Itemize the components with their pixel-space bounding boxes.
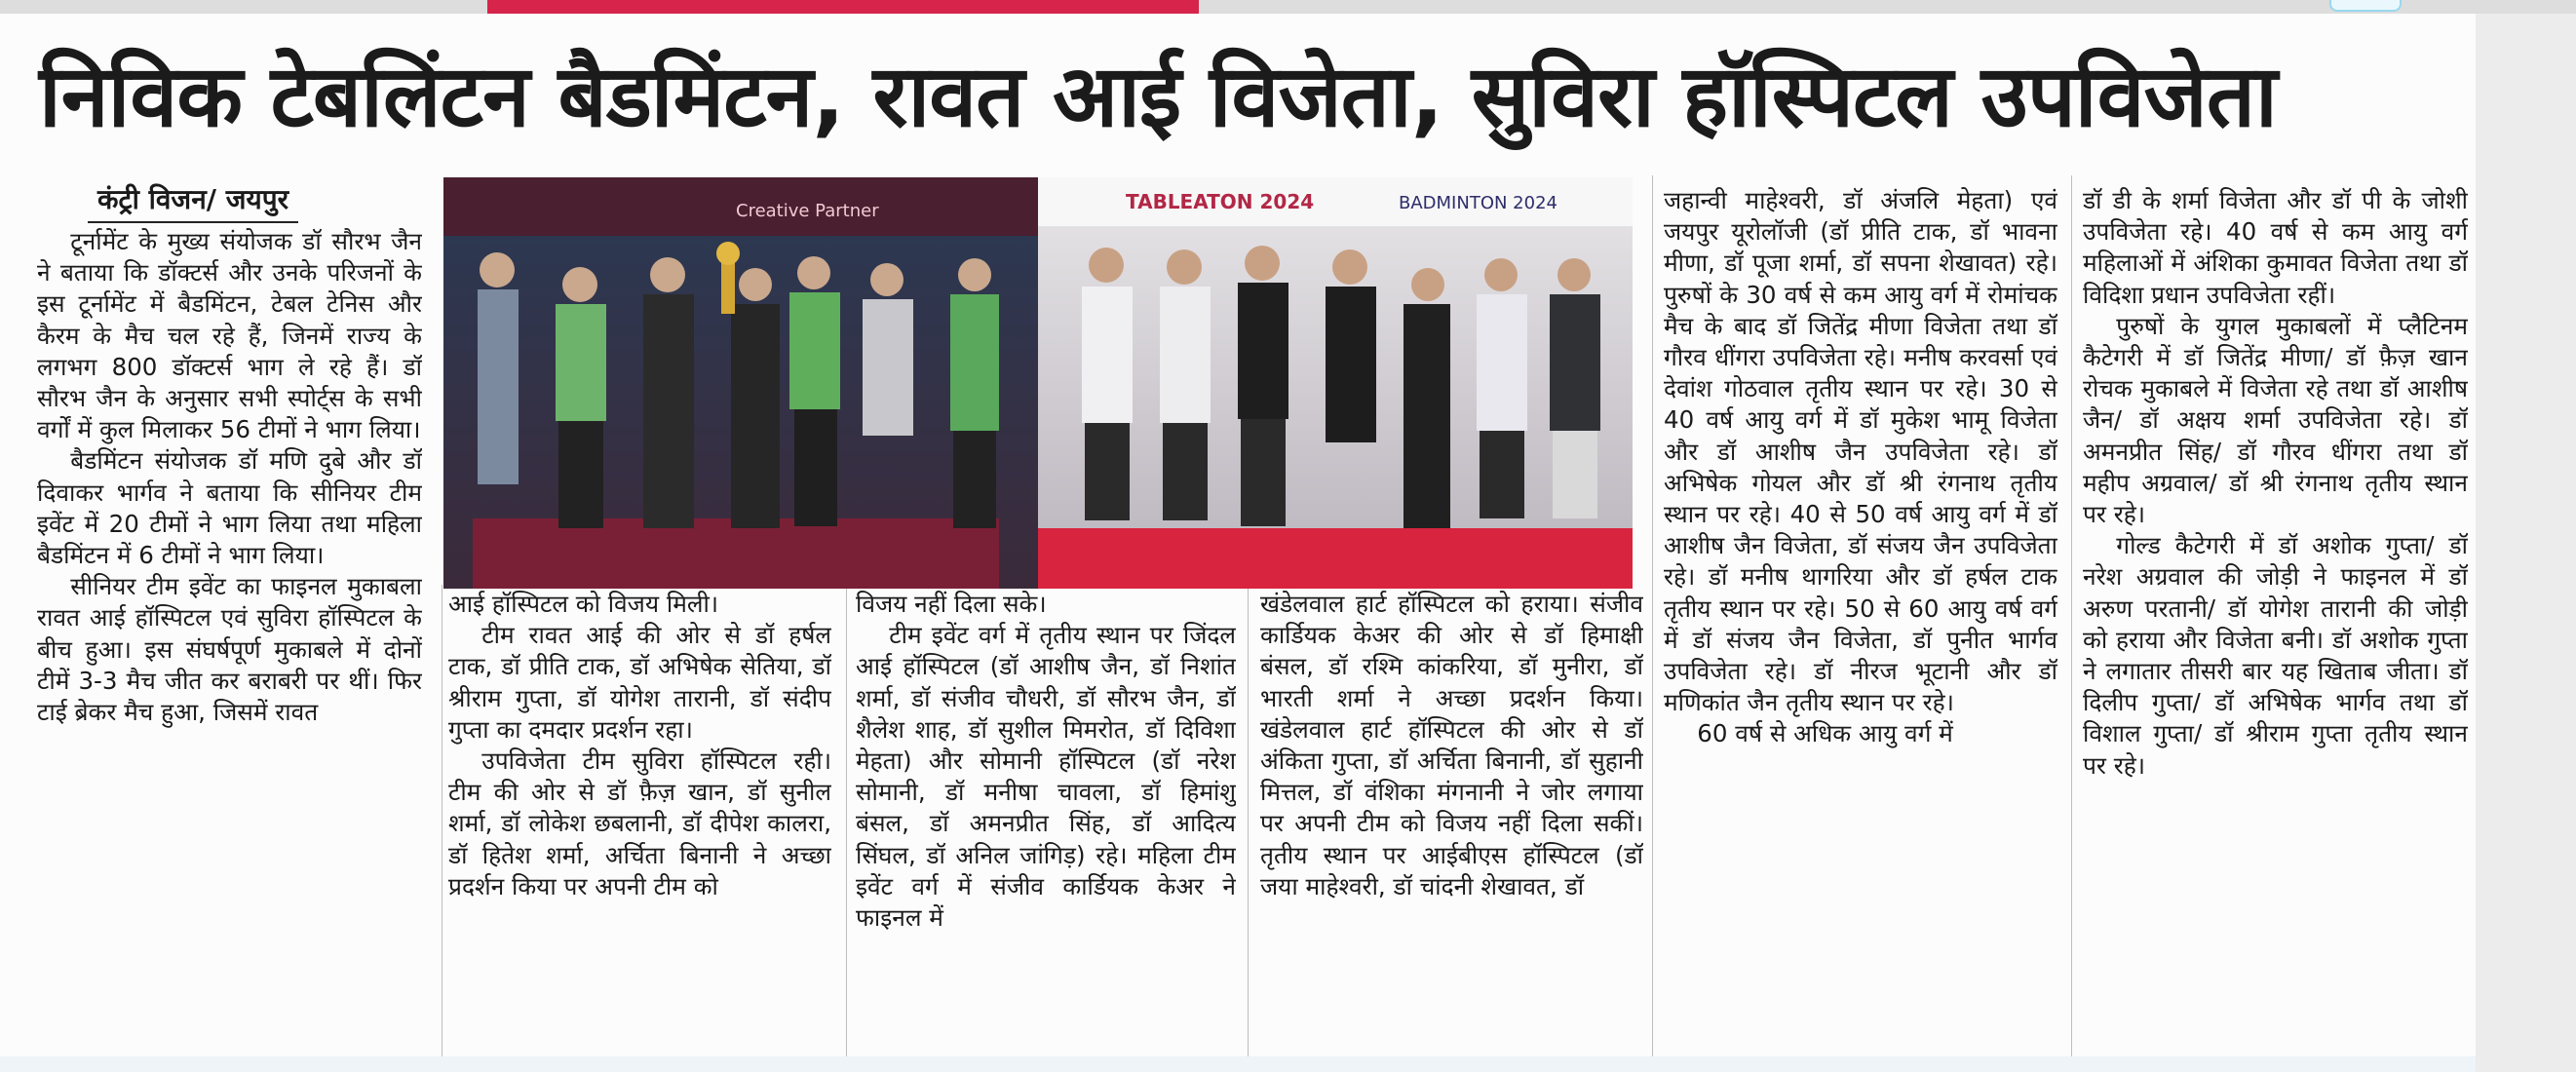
article-column-1 (37, 226, 422, 1054)
column-rule (1248, 589, 1249, 1057)
corner-badge (2329, 0, 2402, 12)
article-column-5 (1664, 185, 2057, 1053)
section-color-bar (487, 0, 1199, 14)
paragraph: उपविजेता टीम सुविरा हॉस्पिटल रही। टीम की ओर से डॉ फ़ैज़ खान, डॉ सुनील शर्मा, डॉ लोकेश छबलानी, डॉ दीपेश कालरा, डॉ हितेश शर्मा, अर्चिता बिनानी ने अच्छा प्रदर्शन किया पर अपनी टीम को (448, 747, 831, 900)
article-column-6 (2083, 185, 2468, 1053)
paragraph: 60 वर्ष से अधिक आयु वर्ग में (1697, 719, 1953, 748)
paragraph: टीम रावत आई की ओर से डॉ हर्षल टाक, डॉ प्रीति टाक, डॉ अभिषेक सेतिया, डॉ श्रीराम गुप्ता, डॉ योगेश तारानी, डॉ संदीप गुप्ता का दमदार प्रदर्शन रहा। (448, 621, 831, 744)
banner-text: BADMINTON 2024 (1399, 193, 1557, 213)
paragraph: सीनियर टीम इवेंट का फाइनल मुकाबला रावत आई हॉस्पिटल एवं सुविरा हॉस्पिटल के बीच हुआ। इस संघर्षपूर्ण मुकाबले में दोनों टीमें 3-3 मैच जीत कर बराबरी पर थीं। फिर टाई ब्रेकर मैच हुआ, जिसमें रावत (37, 572, 422, 727)
team-photo (443, 177, 1633, 589)
paragraph: टीम इवेंट वर्ग में तृतीय स्थान पर जिंदल आई हॉस्पिटल (डॉ आशीष जैन, डॉ निशांत शर्मा, डॉ संजीव चौधरी, डॉ सौरभ जैन, डॉ शैलेश शाह, डॉ सुशील मिमरोत, डॉ दिविशा मेहता) और सोमानी हॉस्पिटल (डॉ नरेश सोमानी, डॉ मनीषा चावला, डॉ हिमांशु बंसल, डॉ अमनप्रीत सिंह, डॉ आदित्य सिंघल, डॉ अनिल जांगिड़) रहे। महिला टीम इवेंट वर्ग में संजीव कार्डियक केअर ने फाइनल में (856, 621, 1236, 933)
byline: कंट्री विजन/ जयपुर (88, 180, 298, 223)
page-margin (2476, 14, 2576, 1072)
page-bottom-edge (0, 1056, 2476, 1072)
article-column-3 (856, 589, 1236, 1056)
column-rule (1652, 175, 1653, 1057)
paragraph: बैडमिंटन संयोजक डॉ मणि दुबे और डॉ दिवाकर भार्गव ने बताया कि सीनियर टीम इवेंट में 20 टीमों ने भाग लिया तथा महिला बैडमिंटन में 6 टीमों ने भाग लिया। (37, 446, 422, 570)
banner-text: Creative Partner (736, 201, 879, 221)
paragraph: पुरुषों के युगल मुकाबलों में प्लैटिनम कैटेगरी में डॉ जितेंद्र मीणा/ डॉ फ़ैज़ खान रोचक मुकाबले में विजेता रहे तथा डॉ आशीष जैन/ डॉ अक्षय शर्मा उपविजेता रहे। डॉ अमनप्रीत सिंह/ डॉ गौरव धींगरा तथा डॉ महीप अग्रवाल/ डॉ श्री रंगनाथ तृतीय स्थान पर रहे। (2083, 311, 2468, 529)
paragraph: जहान्वी माहेश्वरी, डॉ अंजलि मेहता) एवं जयपुर यूरोलॉजी (डॉ प्रीति टाक, डॉ भावना मीणा, डॉ पूजा शर्मा, डॉ सपना शेखावत) रहे। पुरुषों के 30 वर्ष से कम आयु वर्ग में रोमांचक मैच के बाद डॉ जितेंद्र मीणा विजेता तथा डॉ गौरव धींगरा उपविजेता रहे। मनीष करवर्सा एवं देवांश गोठवाल तृतीय स्थान पर रहे। 30 से 40 वर्ष आयु वर्ग में डॉ मुकेश भामू विजेता और डॉ आशीष जैन उपविजेता रहे। डॉ अभिषेक गोयल और डॉ श्री रंगनाथ तृतीय स्थान पर रहे। 40 से 50 वर्ष आयु वर्ग में डॉ आशीष जैन विजेता, डॉ संजय जैन उपविजेता रहे। डॉ मनीष थागरिया और डॉ हर्षल टाक तृतीय स्थान पर रहे। 50 से 60 आयु वर्ष वर्ग में डॉ संजय जैन विजेता, डॉ पुनीत भार्गव उपविजेता रहे। डॉ नीरज भूटानी और डॉ मणिकांत जैन तृतीय स्थान पर रहे। (1664, 186, 2057, 717)
paragraph: टूर्नामेंट के मुख्य संयोजक डॉ सौरभ जैन ने बताया कि डॉक्टर्स और उनके परिजनों के इस टूर्नामेंट में बैडमिंटन, टेबल टेनिस और कैरम के मैच चल रहे हैं, जिनमें राज्य के लगभग 800 डॉक्टर्स भाग ले रहे हैं। डॉ सौरभ जैन के अनुसार सभी स्पोर्ट्स के सभी वर्गों में कुल मिलाकर 56 टीमों ने भाग लिया। (37, 227, 422, 444)
banner-text: TABLEATON 2024 (1126, 190, 1315, 213)
paragraph: विजय नहीं दिला सके। (856, 590, 1047, 618)
paragraph: डॉ डी के शर्मा विजेता और डॉ पी के जोशी उपविजेता रहे। 40 वर्ष से कम आयु वर्ग महिलाओं में अंशिका कुमावत विजेता तथा डॉ विदिशा प्रधान उपविजेता रहीं। (2083, 186, 2468, 309)
headline: निविक टेबलिंटन बैडमिंटन, रावत आई विजेता, सुविरा हॉस्पिटल उपविजेता (39, 46, 2277, 146)
paragraph: खंडेलवाल हार्ट हॉस्पिटल को हराया। संजीव कार्डियक केअर की ओर से डॉ हिमाक्षी बंसल, डॉ रश्मि कांकरिया, डॉ मुनीरा, डॉ भारती शर्मा ने अच्छा प्रदर्शन किया। खंडेलवाल हार्ट हॉस्पिटल की ओर से डॉ अंकिता गुप्ता, डॉ अर्चिता बिनानी, डॉ सुहानी मित्तल, डॉ वंशिका मंगनानी ने जोर लगाया पर अपनी टीम को विजय नहीं दिला सकीं। तृतीय स्थान पर आईबीएस हॉस्पिटल (डॉ जया माहेश्वरी, डॉ चांदनी शेखावत, डॉ (1260, 590, 1643, 900)
paragraph: गोल्ड कैटेगरी में डॉ अशोक गुप्ता/ डॉ नरेश अग्रवाल की जोड़ी ने फाइनल में डॉ अरुण परतानी/ डॉ योगेश तारानी की जोड़ी को हराया और विजेता बनी। डॉ अशोक गुप्ता ने लगातार तीसरी बार यह खिताब जीता। डॉ दिलीप गुप्ता/ डॉ अभिषेक भार्गव तथा डॉ विशाल गुप्ता/ डॉ श्रीराम गुप्ता तृतीय स्थान पर रहे। (2083, 531, 2468, 780)
article-column-2 (448, 589, 831, 1056)
paragraph: आई हॉस्पिटल को विजय मिली। (448, 590, 719, 618)
photo-illustration (443, 177, 1633, 589)
top-strip (0, 0, 2576, 14)
article-column-4 (1260, 589, 1643, 1056)
column-rule (846, 589, 847, 1057)
column-rule (2071, 175, 2072, 1057)
